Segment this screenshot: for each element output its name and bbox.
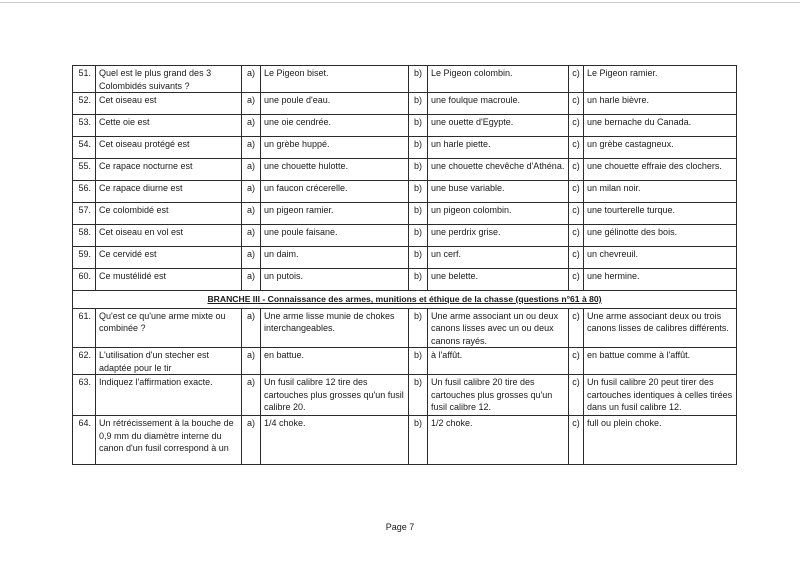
option-letter-a: a) — [242, 93, 261, 115]
questions-table — [72, 65, 737, 465]
option-letter-b: b) — [409, 375, 428, 416]
answer-a: une poule faisane. — [261, 225, 409, 247]
answer-a: Un fusil calibre 12 tire des cartouches plus grosses qu'un fusil calibre 20. — [261, 375, 409, 416]
question-number: 52. — [73, 93, 96, 115]
questions-group-birds — [73, 66, 737, 291]
option-letter-c: c) — [569, 269, 584, 291]
question-number: 61. — [73, 308, 96, 348]
option-letter-b: b) — [409, 159, 428, 181]
answer-b: une buse variable. — [428, 181, 569, 203]
answer-c: une tourterelle turque. — [584, 203, 737, 225]
option-letter-a: a) — [242, 159, 261, 181]
answer-a: un faucon crécerelle. — [261, 181, 409, 203]
answer-a: un grèbe huppé. — [261, 137, 409, 159]
option-letter-b: b) — [409, 308, 428, 348]
answer-c: un chevreuil. — [584, 247, 737, 269]
answer-a: Le Pigeon biset. — [261, 66, 409, 93]
option-letter-b: b) — [409, 181, 428, 203]
question-row — [73, 247, 737, 269]
question-number: 64. — [73, 416, 96, 465]
answer-a: une chouette hulotte. — [261, 159, 409, 181]
question-number: 60. — [73, 269, 96, 291]
branch-title: BRANCHE III - Connaissance des armes, munitions et éthique de la chasse (questions n°61 à 80) — [73, 291, 737, 309]
answer-b: Une arme associant un ou deux canons lisses avec un ou deux canons rayés. — [428, 308, 569, 348]
answer-c: une chouette effraie des clochers. — [584, 159, 737, 181]
answer-a: une oie cendrée. — [261, 115, 409, 137]
option-letter-a: a) — [242, 137, 261, 159]
option-letter-b: b) — [409, 225, 428, 247]
answer-b: Un fusil calibre 20 tire des cartouches plus grosses qu'un fusil calibre 12. — [428, 375, 569, 416]
answer-c: Un fusil calibre 20 peut tirer des cartouches identiques à celles tirées dans un fusil calibre 12. — [584, 375, 737, 416]
question-text: Ce cervidé est — [96, 247, 242, 269]
option-letter-a: a) — [242, 269, 261, 291]
answer-a: une poule d'eau. — [261, 93, 409, 115]
question-number: 57. — [73, 203, 96, 225]
question-text: L'utilisation d'un stecher est adaptée pour le tir — [96, 348, 242, 375]
answer-c: un grèbe castagneux. — [584, 137, 737, 159]
question-text: Quel est le plus grand des 3 Colombidés suivants ? — [96, 66, 242, 93]
option-letter-c: c) — [569, 66, 584, 93]
question-number: 63. — [73, 375, 96, 416]
question-row — [73, 225, 737, 247]
question-number: 53. — [73, 115, 96, 137]
option-letter-a: a) — [242, 348, 261, 375]
question-row — [73, 137, 737, 159]
option-letter-b: b) — [409, 93, 428, 115]
option-letter-a: a) — [242, 181, 261, 203]
option-letter-c: c) — [569, 203, 584, 225]
question-number: 59. — [73, 247, 96, 269]
question-row — [73, 181, 737, 203]
answer-b: Le Pigeon colombin. — [428, 66, 569, 93]
answer-c: une gélinotte des bois. — [584, 225, 737, 247]
option-letter-b: b) — [409, 247, 428, 269]
question-text: Un rétrécissement à la bouche de 0,9 mm du diamètre interne du canon d'un fusil correspond à un — [96, 416, 242, 465]
branch-header-row — [73, 291, 737, 309]
question-row — [73, 93, 737, 115]
option-letter-a: a) — [242, 247, 261, 269]
answer-a: 1/4 choke. — [261, 416, 409, 465]
option-letter-c: c) — [569, 225, 584, 247]
answer-c: Une arme associant deux ou trois canons lisses de calibres différents. — [584, 308, 737, 348]
answer-b: un harle piette. — [428, 137, 569, 159]
option-letter-c: c) — [569, 247, 584, 269]
answer-c: Le Pigeon ramier. — [584, 66, 737, 93]
answer-b: un pigeon colombin. — [428, 203, 569, 225]
page-number: Page 7 — [385, 522, 415, 532]
option-letter-a: a) — [242, 308, 261, 348]
question-text: Ce rapace diurne est — [96, 181, 242, 203]
answer-b: une perdrix grise. — [428, 225, 569, 247]
question-number: 58. — [73, 225, 96, 247]
answer-b: une chouette chevêche d'Athéna. — [428, 159, 569, 181]
question-number: 62. — [73, 348, 96, 375]
option-letter-b: b) — [409, 348, 428, 375]
question-text: Cet oiseau est — [96, 93, 242, 115]
answer-c: un milan noir. — [584, 181, 737, 203]
answer-a: Une arme lisse munie de chokes interchangeables. — [261, 308, 409, 348]
option-letter-c: c) — [569, 348, 584, 375]
option-letter-c: c) — [569, 137, 584, 159]
option-letter-c: c) — [569, 308, 584, 348]
question-row — [73, 159, 737, 181]
option-letter-a: a) — [242, 115, 261, 137]
option-letter-b: b) — [409, 203, 428, 225]
option-letter-a: a) — [242, 225, 261, 247]
question-row — [73, 348, 737, 375]
page-top-edge — [0, 2, 800, 3]
option-letter-b: b) — [409, 137, 428, 159]
question-row — [73, 66, 737, 93]
option-letter-b: b) — [409, 269, 428, 291]
option-letter-c: c) — [569, 375, 584, 416]
question-text: Cet oiseau en vol est — [96, 225, 242, 247]
answer-c: en battue comme à l'affût. — [584, 348, 737, 375]
question-text: Qu'est ce qu'une arme mixte ou combinée ? — [96, 308, 242, 348]
answer-b: 1/2 choke. — [428, 416, 569, 465]
option-letter-a: a) — [242, 416, 261, 465]
answer-c: une hermine. — [584, 269, 737, 291]
option-letter-c: c) — [569, 93, 584, 115]
option-letter-c: c) — [569, 416, 584, 465]
option-letter-b: b) — [409, 66, 428, 93]
option-letter-a: a) — [242, 375, 261, 416]
question-number: 56. — [73, 181, 96, 203]
question-number: 51. — [73, 66, 96, 93]
question-text: Cet oiseau protégé est — [96, 137, 242, 159]
option-letter-c: c) — [569, 181, 584, 203]
answer-a: un putois. — [261, 269, 409, 291]
question-row — [73, 416, 737, 465]
question-row — [73, 203, 737, 225]
option-letter-c: c) — [569, 115, 584, 137]
option-letter-b: b) — [409, 416, 428, 465]
branch-section — [73, 291, 737, 309]
option-letter-a: a) — [242, 203, 261, 225]
answer-b: une belette. — [428, 269, 569, 291]
answer-b: une ouette d'Egypte. — [428, 115, 569, 137]
question-text: Ce rapace nocturne est — [96, 159, 242, 181]
answer-c: un harle bièvre. — [584, 93, 737, 115]
question-row — [73, 115, 737, 137]
question-row — [73, 269, 737, 291]
question-text: Cette oie est — [96, 115, 242, 137]
answer-c: une bernache du Canada. — [584, 115, 737, 137]
answer-a: en battue. — [261, 348, 409, 375]
question-text: Indiquez l'affirmation exacte. — [96, 375, 242, 416]
answer-b: à l'affût. — [428, 348, 569, 375]
question-text: Ce colombidé est — [96, 203, 242, 225]
option-letter-b: b) — [409, 115, 428, 137]
answer-a: un daim. — [261, 247, 409, 269]
questions-group-weapons — [73, 308, 737, 465]
option-letter-c: c) — [569, 159, 584, 181]
option-letter-a: a) — [242, 66, 261, 93]
answer-b: une foulque macroule. — [428, 93, 569, 115]
answer-c: full ou plein choke. — [584, 416, 737, 465]
question-text: Ce mustélidé est — [96, 269, 242, 291]
question-number: 55. — [73, 159, 96, 181]
question-row — [73, 308, 737, 348]
answer-b: un cerf. — [428, 247, 569, 269]
question-number: 54. — [73, 137, 96, 159]
answer-a: un pigeon ramier. — [261, 203, 409, 225]
question-row — [73, 375, 737, 416]
